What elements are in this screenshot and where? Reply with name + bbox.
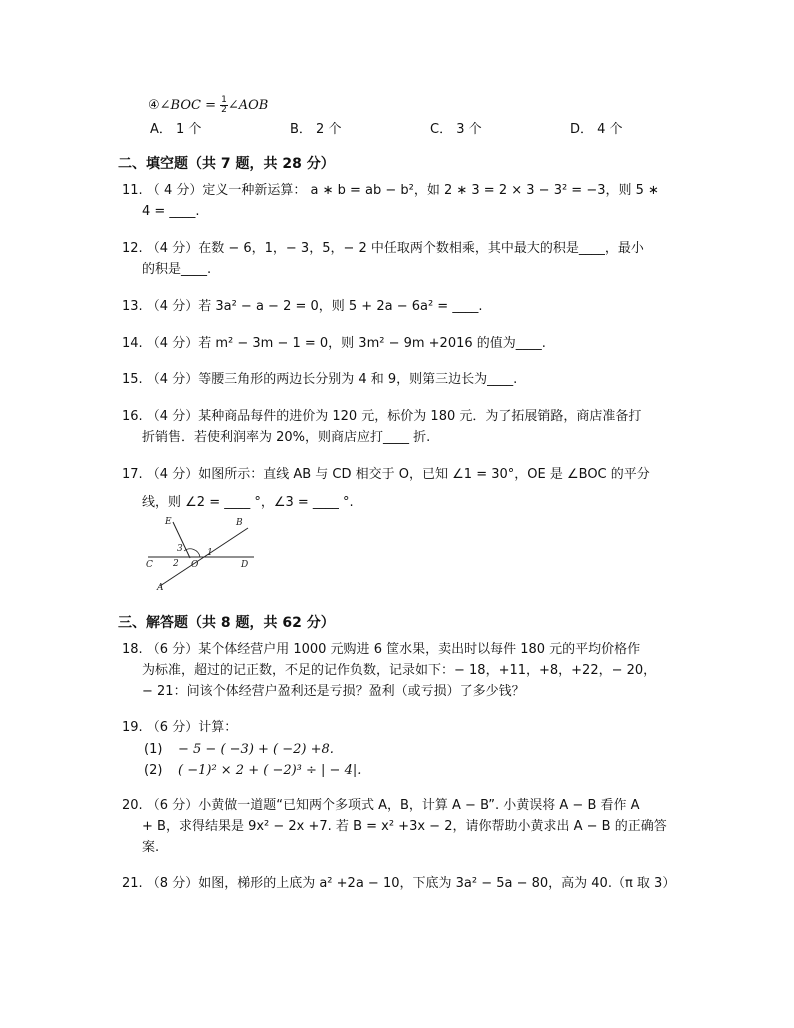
q11-line2: 4 = ____. [142, 204, 200, 219]
q19-sub1-num: (1) [144, 742, 163, 757]
q19-sub2: ( −1)² × 2 + ( −2)³ ÷ | − 4|. [178, 763, 362, 778]
q19-sub1: − 5 − ( −3) + ( −2) +8. [178, 742, 334, 757]
q18-line3: − 21：问该个体经营户盈利还是亏损？盈利（或亏损）了多少钱？ [142, 684, 525, 699]
section-3-title: 三、解答题（共 8 题，共 62 分） [118, 615, 335, 631]
label-a: A [157, 583, 164, 592]
q13-line1: 13. （4 分）若 3a² − a − 2 = 0，则 5 + 2a − 6a² = ____. [122, 299, 483, 314]
label-d: D [241, 560, 249, 570]
q15-line1: 15. （4 分）等腰三角形的两边长分别为 4 和 9，则第三边长为____. [122, 372, 518, 387]
q10-option-d: D． 4 个 [570, 122, 623, 137]
label-c: C [146, 560, 153, 570]
q10-option-b: B． 2 个 [290, 122, 342, 137]
section-2-title: 二、填空题（共 7 题，共 28 分） [118, 156, 335, 172]
q12-line1: 12. （4 分）在数 − 6，1，− 3，5，− 2 中任取两个数相乘，其中最大的积是____，最小 [122, 241, 644, 256]
q11-line1: 11. （ 4 分）定义一种新运算： a ∗ b = ab − b²，如 2 ∗ 3 = 2 × 3 − 3² = −3，则 5 ∗ [122, 183, 659, 198]
label-angle-1: 1 [207, 548, 213, 558]
q19-sub2-num: (2) [144, 763, 163, 778]
q20-line3: 案. [142, 840, 160, 855]
q21-line1: 21. （8 分）如图，梯形的上底为 a² +2a − 10，下底为 3a² − 5a − 80，高为 40.（π 取 3） [122, 876, 676, 891]
label-angle-2: 2 [173, 559, 179, 569]
q14-line1: 14. （4 分）若 m² − 3m − 1 = 0，则 3m² − 9m +2016 的值为____. [122, 336, 546, 351]
q18-line2: 为标准，超过的记正数，不足的记作负数，记录如下：− 18，+11，+8，+22，− 20， [142, 663, 657, 678]
q10-option-c: C． 3 个 [430, 122, 482, 137]
angle-figure [140, 514, 260, 592]
q19-line1: 19. （6 分）计算： [122, 720, 238, 735]
q17-line1: 17. （4 分）如图所示：直线 AB 与 CD 相交于 O，已知 ∠1 = 30°，OE 是 ∠BOC 的平分 [122, 467, 650, 482]
q16-line2: 折销售．若使利润率为 20%，则商店应打____ 折. [142, 430, 431, 445]
q12-line2: 的积是____. [142, 262, 212, 277]
q20-line2: + B，求得结果是 9x² − 2x +7. 若 B = x² +3x − 2，请你帮助小黄求出 A − B 的正确答 [142, 819, 667, 834]
circled-number-4: ④ [148, 98, 160, 113]
q20-line1: 20. （6 分）小黄做一道题“已知两个多项式 A，B，计算 A − B”. 小黄误将 A − B 看作 A [122, 798, 640, 813]
label-e: E [165, 517, 172, 527]
q10-item4: ④∠BOC = $\frac{1}{2}$ ∠AOB [148, 95, 269, 115]
label-angle-3: 3 [177, 544, 183, 554]
q18-line1: 18. （6 分）某个体经营户用 1000 元购进 6 筐水果，卖出时以每件 180 元的平均价格作 [122, 642, 641, 657]
label-o: O [191, 560, 199, 570]
fraction-one-half: $\frac{1}{2}$ [221, 95, 227, 115]
q17-line2: 线，则 ∠2 = ____ °，∠3 = ____ °. [142, 495, 354, 510]
q16-line1: 16. （4 分）某种商品每件的进价为 120 元，标价为 180 元．为了拓展销路，商店准备打 [122, 409, 642, 424]
label-b: B [236, 518, 243, 528]
q10-option-a: A． 1 个 [150, 122, 202, 137]
